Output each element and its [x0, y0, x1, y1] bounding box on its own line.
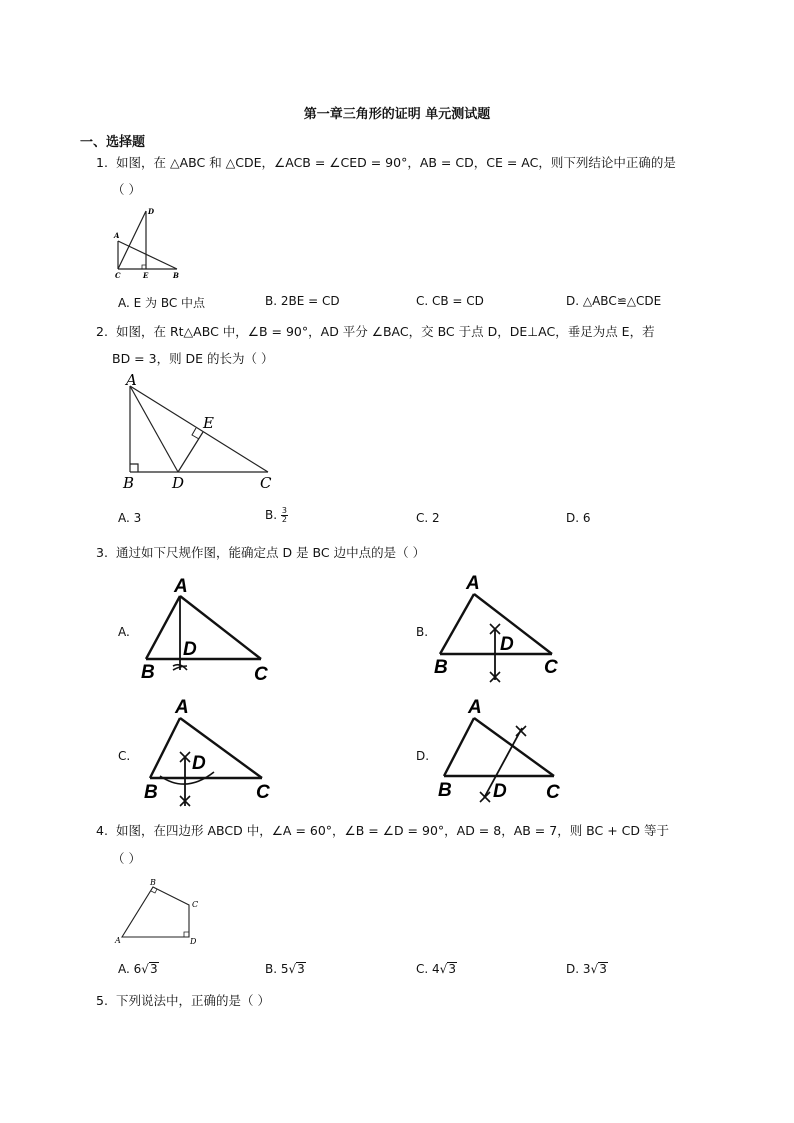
question-4-option-c[interactable]: [416, 962, 457, 976]
q2-line-ac: [130, 386, 268, 472]
q3a-line-ab: [146, 596, 180, 659]
option-coefficient: 5: [280, 962, 289, 976]
sqrt-icon: √: [439, 962, 448, 976]
q3a-label-c: C: [254, 664, 268, 685]
q2-line-de: [178, 432, 203, 472]
option-letter: D.: [566, 962, 580, 976]
q2-label-b: B: [123, 474, 135, 492]
question-2-number: 2.: [96, 324, 108, 339]
question-2-option-a[interactable]: A. 3: [118, 511, 142, 525]
question-3-text: 通过如下尺规作图，能确定点 D 是 BC 边中点的是（ ）: [116, 545, 426, 560]
q3d-line-ac: [474, 718, 554, 776]
q3d-label-c: C: [546, 782, 560, 803]
q3c-line-ab: [150, 718, 180, 778]
question-4-figure: [110, 876, 210, 948]
question-5-text: 下列说法中，正确的是（ ）: [116, 993, 270, 1008]
q1-label-e: E: [143, 271, 149, 280]
question-1-text-line1: 如图，在 △ABC 和 △CDE，∠ACB = ∠CED = 90°，AB = CD，CE = AC，则下列结论中正确的是: [116, 155, 676, 170]
question-3-option-b[interactable]: B.: [416, 625, 429, 639]
question-1-figure: [110, 205, 185, 280]
q4-label-c: C: [192, 900, 199, 909]
question-4-number: 4.: [96, 823, 108, 838]
q3b-label-b: B: [434, 657, 448, 678]
question-3-figure-d: [432, 694, 572, 806]
q4-right-angle-d: [184, 932, 189, 937]
q3d-arc-mark-top: [516, 726, 526, 736]
q3d-line-ab: [444, 718, 474, 776]
q1-label-d: D: [148, 207, 155, 216]
question-2-option-d[interactable]: D. 6: [566, 511, 591, 525]
q3a-label-a: A: [174, 576, 188, 597]
q3a-label-d: D: [183, 639, 197, 660]
question-3-figure-c: [136, 694, 276, 806]
option-letter: B.: [265, 962, 278, 976]
question-1-option-b[interactable]: B. 2BE = CD: [265, 294, 340, 308]
q2-label-a: A: [126, 371, 137, 389]
q2-label-c: C: [260, 474, 272, 492]
question-2-figure: [118, 372, 278, 494]
q3d-arc-mark-bottom: [480, 792, 490, 802]
option-radicand: 3: [297, 962, 305, 976]
q1-label-a: A: [114, 231, 120, 240]
q3b-label-a: A: [466, 573, 480, 594]
question-1-option-d[interactable]: D. △ABC≌△CDE: [566, 294, 662, 308]
question-4-text-line2: （ ）: [112, 851, 141, 866]
option-radicand: 3: [448, 962, 456, 976]
q3c-label-a: A: [175, 697, 189, 718]
q4-label-a: A: [115, 936, 121, 945]
option-letter: C.: [416, 962, 429, 976]
sqrt-icon: √: [141, 962, 149, 976]
question-5-number: 5.: [96, 993, 108, 1008]
q3c-label-c: C: [256, 782, 270, 803]
q2-label-d: D: [172, 474, 185, 492]
q4-label-b: B: [150, 878, 156, 887]
q1-right-angle-mark: [142, 265, 146, 269]
sqrt-icon: √: [288, 962, 297, 976]
question-2-option-c[interactable]: C. 2: [416, 511, 440, 525]
q3d-label-d: D: [493, 781, 507, 802]
option-coefficient: 4: [432, 962, 440, 976]
question-4-text-line1: 如图，在四边形 ABCD 中，∠A = 60°，∠B = ∠D = 90°，AD = 8，AB = 7，则 BC + CD 等于: [116, 823, 670, 838]
q3a-label-b: B: [141, 662, 155, 683]
question-3-figure-b: [432, 572, 572, 686]
q2-right-angle-e: [192, 428, 199, 439]
q4-quadrilateral: [122, 887, 189, 937]
question-1-option-c[interactable]: C. CB = CD: [416, 294, 484, 308]
question-2-text-line2: BD = 3，则 DE 的长为（ ）: [112, 351, 274, 366]
fraction-numerator: 3: [281, 506, 287, 515]
question-1-number: 1.: [96, 155, 108, 170]
q3c-label-d: D: [192, 753, 206, 774]
q3b-label-d: D: [500, 634, 514, 655]
question-3-figure-a: [136, 574, 276, 686]
q1-label-c: C: [115, 271, 121, 280]
q2-right-angle-b: [130, 464, 138, 472]
q3c-label-b: B: [144, 782, 158, 803]
question-2-option-b-letter: B.: [265, 508, 278, 522]
q3d-label-a: A: [468, 697, 482, 718]
question-3-option-a[interactable]: A.: [118, 625, 130, 639]
fraction-denominator: 2: [281, 515, 287, 524]
question-4-option-d[interactable]: [566, 962, 608, 976]
option-coefficient: 6: [133, 962, 142, 976]
question-3-option-c[interactable]: C.: [118, 749, 131, 763]
question-2-option-b[interactable]: [265, 507, 288, 524]
sqrt-icon: √: [590, 962, 599, 976]
q1-line-ab: [118, 241, 177, 269]
option-radicand: 3: [149, 962, 158, 976]
q2-line-ad: [130, 386, 178, 472]
question-1-option-a[interactable]: A. E 为 BC 中点: [118, 296, 206, 310]
q1-line-cd: [118, 211, 146, 269]
question-4-option-b[interactable]: [265, 962, 306, 976]
question-2-option-b-fraction: [281, 507, 288, 524]
q3b-label-c: C: [544, 657, 558, 678]
question-4-option-a[interactable]: [118, 962, 159, 976]
question-3-number: 3.: [96, 545, 108, 560]
page-title: 第一章三角形的证明 单元测试题: [303, 107, 491, 122]
q1-label-b: B: [173, 271, 179, 280]
option-letter: A.: [118, 962, 130, 976]
option-radicand: 3: [599, 962, 607, 976]
question-3-option-d[interactable]: D.: [416, 749, 430, 763]
q3d-label-b: B: [438, 780, 452, 801]
question-2-text-line1: 如图，在 Rt△ABC 中，∠B = 90°，AD 平分 ∠BAC，交 BC 于点 D，DE⊥AC，垂足为点 E，若: [116, 324, 655, 339]
question-1-text-line2: （ ）: [112, 182, 141, 197]
option-coefficient: 3: [582, 962, 591, 976]
section-heading: 一、选择题: [80, 135, 146, 150]
q4-label-d: D: [190, 937, 197, 946]
q3b-line-ab: [440, 594, 474, 654]
q2-label-e: E: [203, 414, 214, 432]
